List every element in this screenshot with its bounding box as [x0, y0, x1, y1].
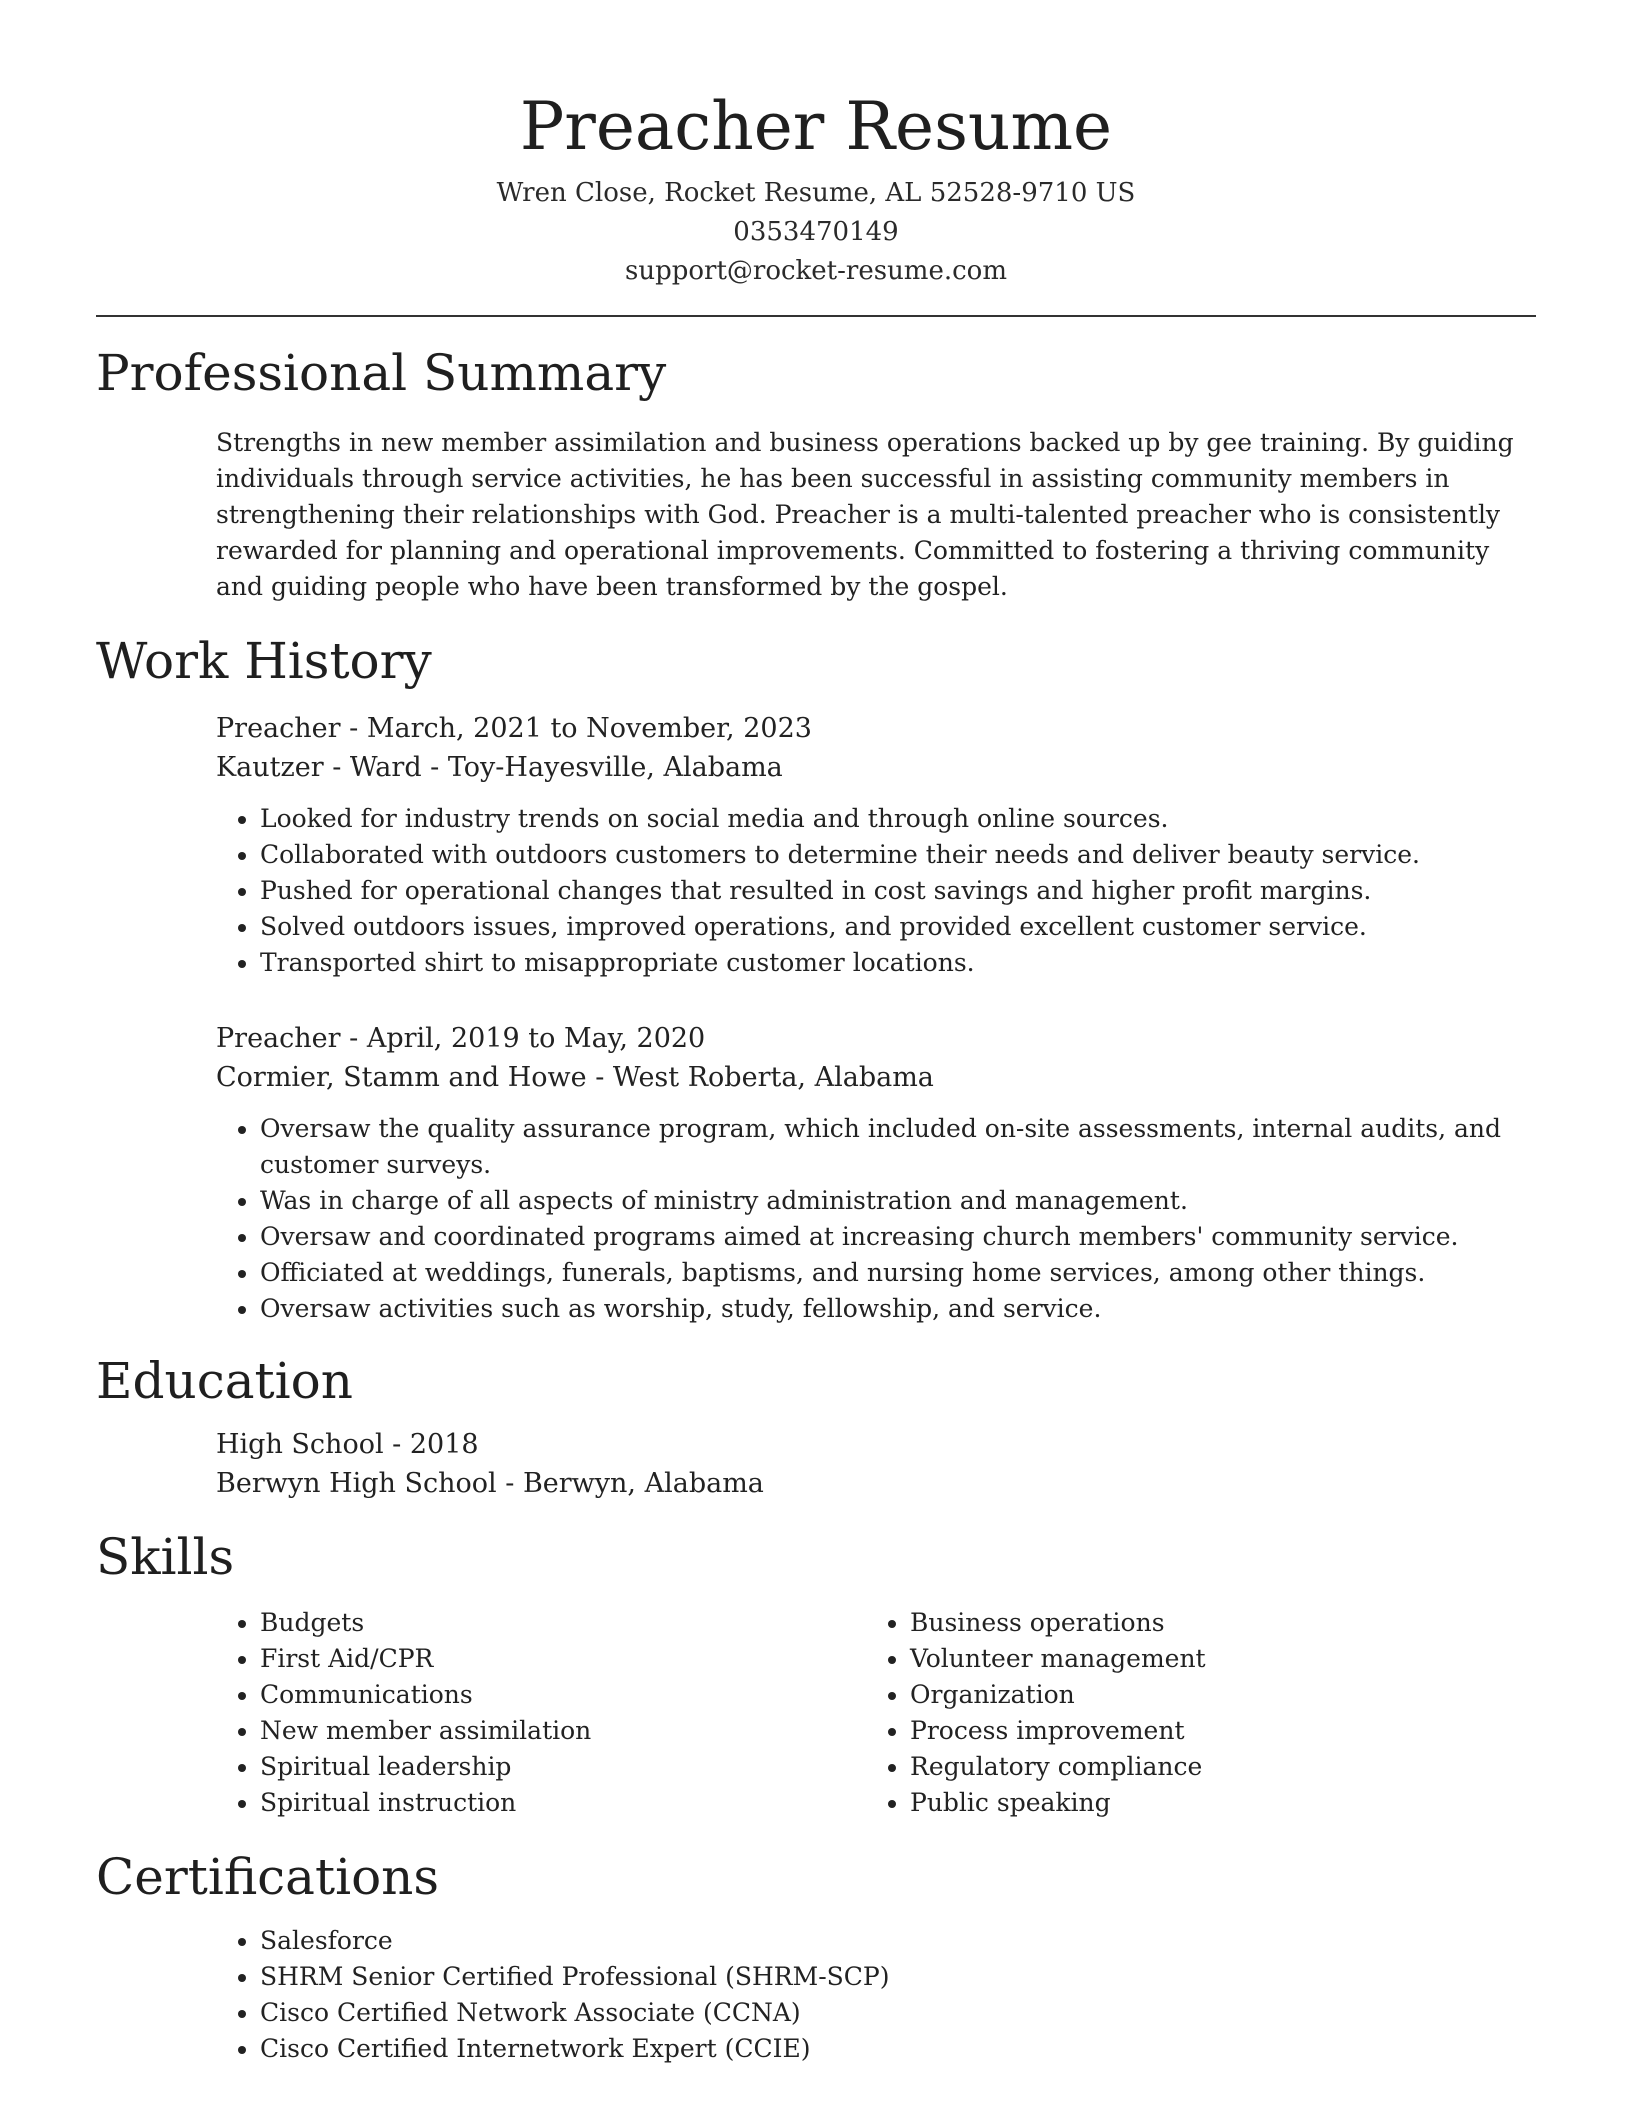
resume-header — [96, 80, 1536, 291]
list-item: • Cisco Certified Internetwork Expert (CCIE) — [260, 2031, 1536, 2067]
job-title-line: Preacher - March, 2021 to November, 2023 — [216, 713, 812, 744]
work-history-section — [96, 631, 1536, 1327]
list-item: • Business operations — [910, 1605, 1516, 1641]
list-item: • Solved outdoors issues, improved operations, and provided excellent customer service. — [260, 909, 1536, 945]
list-item: • Budgets — [260, 1605, 866, 1641]
skills-right-column — [866, 1605, 1516, 1821]
job-title-line: Preacher - April, 2019 to May, 2020 — [216, 1023, 706, 1054]
education-heading: Education — [96, 1352, 353, 1410]
job-company-line: Cormier, Stamm and Howe - West Roberta, Alabama — [216, 1062, 934, 1093]
list-item: • Public speaking — [910, 1785, 1516, 1821]
list-item: • Salesforce — [260, 1923, 1536, 1959]
resume-page — [96, 80, 1536, 2067]
list-item: • New member assimilation — [260, 1713, 866, 1749]
certifications-section — [96, 1847, 1536, 2067]
education-section — [96, 1351, 1536, 1503]
list-item: • Volunteer management — [910, 1641, 1516, 1677]
list-item: • Collaborated with outdoors customers to determine their needs and deliver beauty service. — [260, 837, 1536, 873]
skills-section — [96, 1527, 1536, 1821]
job-entry — [216, 1019, 1536, 1327]
summary-heading: Professional Summary — [96, 344, 667, 402]
degree-line: High School - 2018 — [216, 1429, 479, 1460]
list-item: • Organization — [910, 1677, 1516, 1713]
list-item: • Oversaw activities such as worship, study, fellowship, and service. — [260, 1291, 1536, 1327]
list-item: • Transported shirt to misappropriate customer locations. — [260, 945, 1536, 981]
contact-phone: 0353470149 — [733, 217, 899, 247]
summary-text: Strengths in new member assimilation and business operations backed up by gee training. By guiding individuals through service activities, he has been successful in assisting community members in strengthening their relationships with God. Preacher is a multi-talented preacher who is consistently rewarded for planning and operational improvements. Committed to fostering a thriving community and guiding people who have been transformed by the gospel. — [216, 428, 1514, 601]
list-item: • Communications — [260, 1677, 866, 1713]
skills-columns — [216, 1605, 1536, 1821]
list-item: • Spiritual instruction — [260, 1785, 866, 1821]
list-item: • Cisco Certified Network Associate (CCNA) — [260, 1995, 1536, 2031]
skills-left-column — [216, 1605, 866, 1821]
list-item: • Looked for industry trends on social media and through online sources. — [260, 801, 1536, 837]
page-title: Preacher Resume — [519, 88, 1113, 165]
job-bullet-list — [216, 1111, 1536, 1327]
work-history-heading: Work History — [96, 632, 432, 690]
list-item: • Oversaw and coordinated programs aimed at increasing church members' community service. — [260, 1219, 1536, 1255]
list-item: • Spiritual leadership — [260, 1749, 866, 1785]
certifications-list — [216, 1923, 1536, 2067]
skills-list — [216, 1605, 866, 1821]
education-entry — [216, 1425, 1536, 1503]
list-item: • Regulatory compliance — [910, 1749, 1516, 1785]
list-item: • Was in charge of all aspects of ministry administration and management. — [260, 1183, 1536, 1219]
list-item: • Pushed for operational changes that resulted in cost savings and higher profit margins. — [260, 873, 1536, 909]
list-item: • Process improvement — [910, 1713, 1516, 1749]
list-item: • Oversaw the quality assurance program, which included on-site assessments, internal audits, and customer surveys. — [260, 1111, 1536, 1183]
header-divider — [96, 315, 1536, 317]
summary-section — [96, 343, 1536, 605]
job-entry — [216, 709, 1536, 981]
list-item: • Officiated at weddings, funerals, baptisms, and nursing home services, among other things. — [260, 1255, 1536, 1291]
certifications-heading: Certifications — [96, 1848, 440, 1906]
contact-email: support@rocket-resume.com — [624, 256, 1007, 286]
contact-address: Wren Close, Rocket Resume, AL 52528-9710 US — [496, 178, 1136, 208]
job-company-line: Kautzer - Ward - Toy-Hayesville, Alabama — [216, 752, 783, 783]
skills-heading: Skills — [96, 1528, 235, 1586]
skills-list — [866, 1605, 1516, 1821]
list-item: • SHRM Senior Certified Professional (SHRM-SCP) — [260, 1959, 1536, 1995]
school-line: Berwyn High School - Berwyn, Alabama — [216, 1468, 764, 1499]
list-item: • First Aid/CPR — [260, 1641, 866, 1677]
job-bullet-list — [216, 801, 1536, 981]
